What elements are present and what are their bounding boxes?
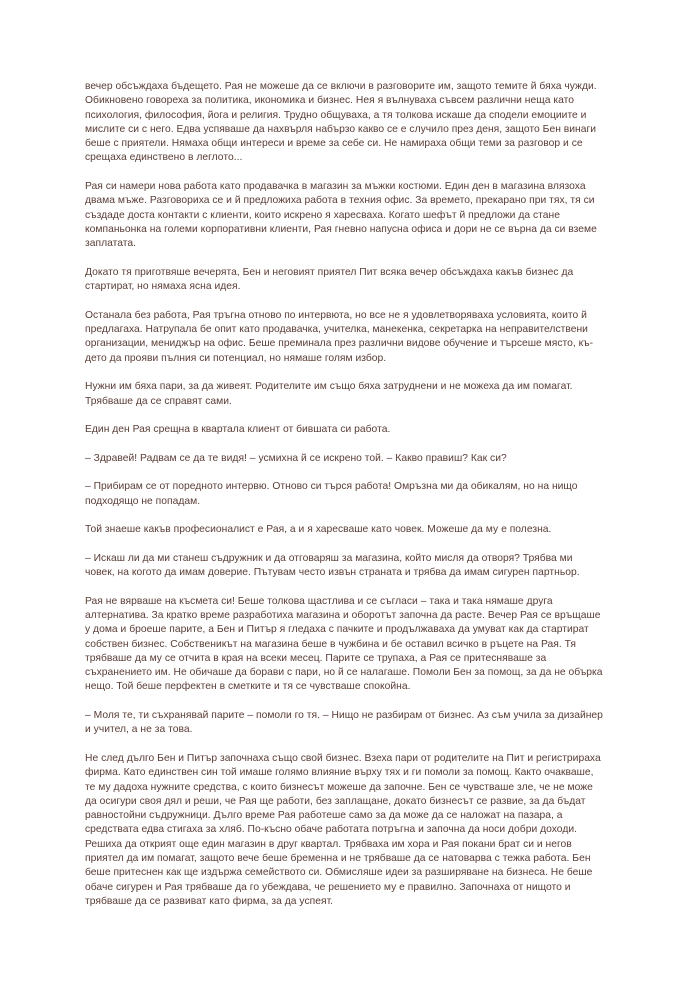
paragraph-1: вечер обсъждаха бъдещето. Рая не можеше да се включи в разговорите им, защото темите й бяха чужди. Обикновено говореха за политика, икономика и бизнес. Нея я вълнуваха съвсем различни неща като психология, философия, йога и религия. Трудно общуваха, а тя толкова искаше да сподели емоциите и мислите си с него. Едва успяваше да нахвърля набързо какво се е случило през деня, защото Бен винаги беше с приятели. Нямаха общи интереси и време за себе си. Не намираха общи теми за разговор и се срещаха единствено в леглото... (85, 81, 597, 164)
paragraph-9: Той знаеше какъв професионалист е Рая, а и я харесваше като човек. Можеше да му е полезна. (85, 524, 552, 536)
paragraph-7: – Здравей! Радвам се да те видя! – усмихна й се искрено той. – Какво правиш? Как си? (85, 452, 507, 464)
paragraph-4: Останала без работа, Рая тръгна отново по интервюта, но все не я удовлетворяваха условията, които й предлагаха. Натрупала бе опит като продавачка, учителка, манекенка, секретарка на неправителствени организации, мениджър на офис. Беше преминала през различни видове обучение и търсеше място, къ- дето да прояви пълния си потенциал, но нямаше голям избор. (85, 309, 594, 364)
paragraph-3: Докато тя приготвяше вечерята, Бен и неговият приятел Пит всяка вечер обсъждаха какъв бизнес да стартират, но нямаха ясна идея. (85, 266, 574, 293)
paragraph-13: Не след дълго Бен и Питър започнаха също свой бизнес. Взеха пари от родителите на Пит и регистрираха фирма. Като единствен син той имаше голямо влияние върху тях и ги помоли за помощ. Както очакваше, те му дадоха нужните средства, с които бизнесът можеше да започне. Бен се чувстваше зле, че не може да осигури своя дял и реши, че Рая ще работи, без заплащане, докато бизнесът се развие, за да бъдат равностойни съдружници. Дълго време Рая работеше само за да може да се наложат на пазара, а средствата едва стигаха за хляб. По-късно обаче работата потръгна и започна да носи добри доходи. Решиха да открият още един магазин в друг квартал. Трябваха им хора и Рая покани брат си и негов приятел да им помагат, защото вече беше бременна и не трябваше да се натоварва с тежка работа. Бен беше притеснен как ще издържа семейството си. Обмисляше идеи за разширяване на бизнеса. Не беше обаче сигурен и Рая трябваше да го убеждава, че решението му е правилно. Започнаха от нищото и трябваше да се развиват като фирма, за да успеят. (85, 752, 601, 907)
paragraph-6: Един ден Рая срещна в квартала клиент от бившата си работа. (85, 424, 391, 436)
document-body (85, 80, 625, 924)
paragraph-5: Нужни им бяха пари, за да живеят. Родителите им също бяха затруднени и не можеха да им помагат. Трябваше да се справят сами. (85, 381, 573, 407)
paragraph-8: – Прибирам се от поредното интервю. Отново си търся работа! Омръзна ми да обикалям, но на нищо подходящо не попадам. (85, 481, 578, 507)
paragraph-11: Рая не вярваше на късмета си! Беше толкова щастлива и се съгласи – така и така нямаше друга алтернатива. За кратко време разработиха магазина и оборотът започна да расте. Вечер Рая се връщаше у дома и броеше парите, а Бен и Питър я гледаха с пачките и продължаваха да умуват как да стартират собствен бизнес. Собственикът на магазина беше в чужбина и бе оставил всичко в ръцете на Рая. Тя трябваше да му се отчита в края на всеки месец. Парите се трупаха, а Рая се притесняваше за съхранението им. Не обичаше да борави с пари, но й се налагаше. Помоли Бен за помощ, за да не обърка нещо. Той беше перфектен в сметките и тя се чувстваше спокойна. (85, 595, 603, 693)
paragraph-10: – Искаш ли да ми станеш съдружник и да отговаряш за магазина, който мисля да отворя? Трябва ми човек, на когото да имам доверие. Пътувам често извън страната и трябва да имам сигурен партньор. (85, 552, 580, 579)
paragraph-12: – Моля те, ти съхранявай парите – помоли го тя. – Нищо не разбирам от бизнес. Аз съм учила за дизайнер и учител, а не за това. (85, 710, 603, 736)
paragraph-2: Рая си намери нова работа като продавачка в магазин за мъжки костюми. Един ден в магазина влязоха двама мъже. Разговориха се и й предложиха работа в техния офис. За времето, прекарано при тях, тя си създаде доста контакти с клиенти, които искрено я харесваха. Когато шефът й предложи да стане компаньонка на големи корпоративни клиенти, Рая гневно напусна офиса и дори не се върна да си вземе заплатата. (85, 181, 597, 250)
